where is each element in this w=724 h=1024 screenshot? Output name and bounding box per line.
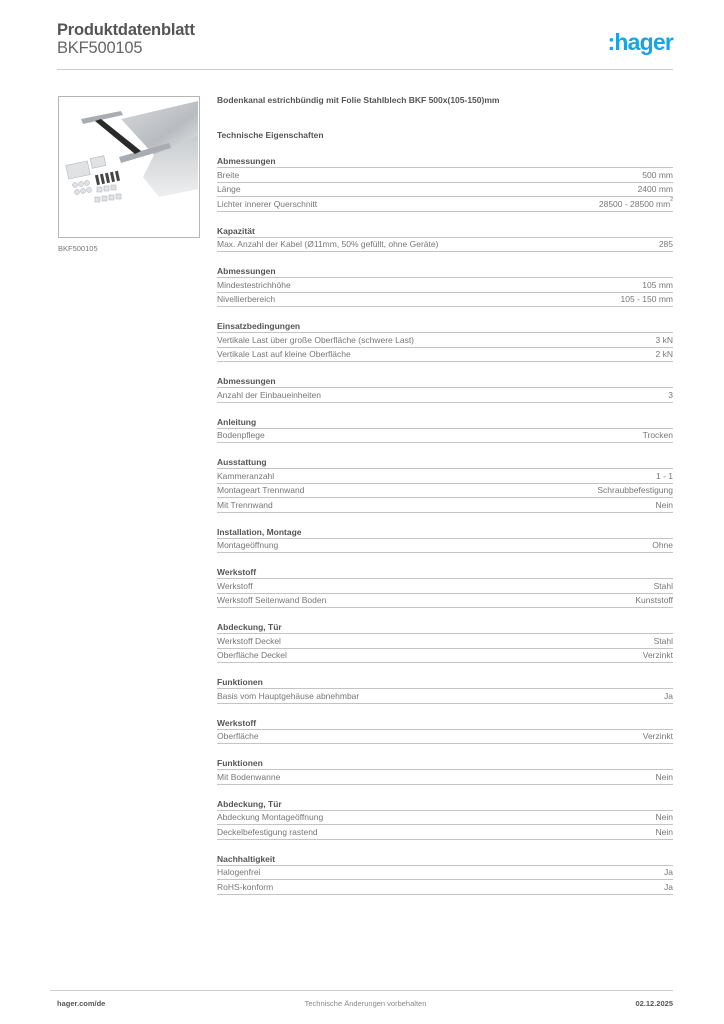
property-value <box>642 168 673 182</box>
property-row <box>217 539 673 554</box>
property-value <box>652 538 673 552</box>
property-value-text: Kunststoff <box>635 595 673 606</box>
property-value-text: Ja <box>664 867 673 878</box>
section-title: Funktionen <box>217 676 673 689</box>
property-row <box>217 238 673 253</box>
property-value <box>656 333 673 347</box>
property-value-text: 105 - 150 mm <box>620 294 673 305</box>
image-caption: BKF500105 <box>58 244 98 253</box>
property-section <box>217 621 673 663</box>
property-label: Mit Bodenwanne <box>217 771 281 782</box>
property-value <box>642 278 673 292</box>
property-label: Halogenfrei <box>217 867 261 878</box>
property-section <box>217 798 673 840</box>
property-label: Bodenpflege <box>217 430 265 441</box>
technical-properties-title: Technische Eigenschaften <box>217 130 324 140</box>
property-section <box>217 225 673 253</box>
property-section <box>217 717 673 745</box>
property-label: Montageart Trennwand <box>217 485 305 496</box>
properties-table <box>217 155 673 895</box>
product-image <box>58 96 200 238</box>
property-label: Oberfläche Deckel <box>217 650 287 661</box>
hager-logo <box>608 29 674 56</box>
unit-superscript: 2 <box>670 196 673 203</box>
property-row <box>217 579 673 594</box>
section-title: Ausstattung <box>217 456 673 469</box>
property-value-text: Stahl <box>653 580 673 591</box>
property-label: Mit Trennwand <box>217 499 273 510</box>
property-value <box>643 729 673 743</box>
property-value-text: Schraubbefestigung <box>597 485 673 496</box>
section-title: Funktionen <box>217 757 673 770</box>
property-value <box>643 428 673 442</box>
property-row <box>217 168 673 183</box>
section-title: Abmessungen <box>217 375 673 388</box>
section-title: Installation, Montage <box>217 526 673 539</box>
floor-duct-illustration-icon <box>59 97 198 236</box>
property-value <box>643 648 673 662</box>
page-header <box>57 20 673 70</box>
property-value <box>659 237 673 251</box>
property-label: Nivellierbereich <box>217 294 276 305</box>
property-value <box>638 182 673 196</box>
property-value-text: Ja <box>664 881 673 892</box>
property-label: Werkstoff <box>217 580 253 591</box>
property-label: Werkstoff Deckel <box>217 635 281 646</box>
property-value-text: 285 <box>658 239 673 250</box>
property-row <box>217 866 673 881</box>
property-value <box>635 593 673 607</box>
property-value <box>654 634 673 648</box>
property-value-text: 3 kN <box>655 334 673 345</box>
property-value-text: Nein <box>655 826 673 837</box>
property-section <box>217 416 673 444</box>
property-label: Oberfläche <box>217 731 259 742</box>
property-value-text: 28500 - 28500 mm <box>598 198 671 209</box>
property-value-text: 2 kN <box>655 349 673 360</box>
property-value-text: Ja <box>664 690 673 701</box>
property-label: Anzahl der Einbaueinheiten <box>217 389 321 400</box>
document-title: Produktdatenblatt <box>57 21 195 39</box>
property-section <box>217 456 673 513</box>
property-label: Basis vom Hauptgehäuse abnehmbar <box>217 690 360 701</box>
property-row <box>217 429 673 444</box>
property-row <box>217 183 673 198</box>
property-section <box>217 155 673 212</box>
section-title: Abmessungen <box>217 155 673 168</box>
property-label: Lichter innerer Querschnitt <box>217 198 318 209</box>
product-content <box>217 94 673 895</box>
property-value-text: Nein <box>655 499 673 510</box>
property-row <box>217 649 673 664</box>
property-label: Vertikale Last über große Oberfläche (schwere Last) <box>217 334 415 345</box>
property-row <box>217 293 673 308</box>
property-value-text: 3 <box>668 389 673 400</box>
footer-date: 02.12.2025 <box>635 999 673 1008</box>
section-title: Abmessungen <box>217 265 673 278</box>
property-value <box>664 865 673 879</box>
section-title: Einsatzbedingungen <box>217 320 673 333</box>
property-row <box>217 278 673 293</box>
property-row <box>217 880 673 895</box>
property-label: RoHS-konform <box>217 881 274 892</box>
section-title: Abdeckung, Tür <box>217 621 673 634</box>
property-value <box>656 825 673 839</box>
property-row <box>217 197 673 212</box>
property-label: Montageöffnung <box>217 540 279 551</box>
property-value <box>656 770 673 784</box>
property-row <box>217 811 673 826</box>
property-row <box>217 594 673 609</box>
property-section <box>217 853 673 895</box>
page-footer <box>50 990 673 1008</box>
property-value-text: 2400 mm <box>637 184 673 195</box>
property-value <box>621 292 673 306</box>
property-label: Kammeranzahl <box>217 470 275 481</box>
property-section <box>217 265 673 307</box>
section-title: Nachhaltigkeit <box>217 853 673 866</box>
property-value <box>664 880 673 894</box>
property-value <box>668 388 673 402</box>
property-label: Werkstoff Seitenwand Boden <box>217 595 327 606</box>
property-row <box>217 348 673 363</box>
property-value <box>656 810 673 824</box>
property-label: Abdeckung Montageöffnung <box>217 812 324 823</box>
footer-website: hager.com/de <box>57 999 106 1008</box>
property-section <box>217 566 673 608</box>
product-description: Bodenkanal estrichbündig mit Folie Stahlblech BKF 500x(105-150)mm <box>217 95 500 105</box>
property-value-text: Stahl <box>653 635 673 646</box>
property-value-text: Nein <box>655 771 673 782</box>
section-title: Anleitung <box>217 416 673 429</box>
property-section <box>217 526 673 554</box>
property-value-text: 105 mm <box>642 279 673 290</box>
property-row <box>217 770 673 785</box>
section-title: Werkstoff <box>217 717 673 730</box>
property-section <box>217 676 673 704</box>
property-value-text: Verzinkt <box>642 650 673 661</box>
property-label: Mindestestrichhöhe <box>217 279 291 290</box>
logo-colon-icon: : <box>607 29 615 55</box>
property-row <box>217 689 673 704</box>
property-value-text: 500 mm <box>642 169 673 180</box>
property-row <box>217 730 673 745</box>
property-value <box>597 483 673 497</box>
property-value-text: Verzinkt <box>642 731 673 742</box>
property-label: Vertikale Last auf kleine Oberfläche <box>217 349 351 360</box>
property-value-text: Trocken <box>642 430 673 441</box>
section-title: Abdeckung, Tür <box>217 798 673 811</box>
property-section <box>217 375 673 403</box>
property-row <box>217 634 673 649</box>
property-row <box>217 333 673 348</box>
section-title: Kapazität <box>217 225 673 238</box>
property-value <box>664 689 673 703</box>
property-label: Deckelbefestigung rastend <box>217 826 318 837</box>
property-value <box>656 469 673 483</box>
property-row <box>217 388 673 403</box>
property-value-text: Nein <box>655 812 673 823</box>
property-value <box>656 498 673 512</box>
property-label: Breite <box>217 169 240 180</box>
property-value-text: 1 - 1 <box>655 470 673 481</box>
product-code: BKF500105 <box>57 39 143 57</box>
property-value <box>654 579 673 593</box>
property-value <box>599 197 673 211</box>
property-row <box>217 825 673 840</box>
property-section <box>217 320 673 362</box>
property-label: Länge <box>217 184 241 195</box>
section-title: Werkstoff <box>217 566 673 579</box>
property-row <box>217 498 673 513</box>
logo-text: hager <box>614 29 673 55</box>
property-row <box>217 484 673 499</box>
property-section <box>217 757 673 785</box>
property-value-text: Ohne <box>652 540 673 551</box>
property-label: Max. Anzahl der Kabel (Ø11mm, 50% gefüllt, ohne Geräte) <box>217 239 439 250</box>
property-row <box>217 469 673 484</box>
property-value <box>656 347 673 361</box>
footer-disclaimer: Technische Änderungen vorbehalten <box>304 999 427 1008</box>
